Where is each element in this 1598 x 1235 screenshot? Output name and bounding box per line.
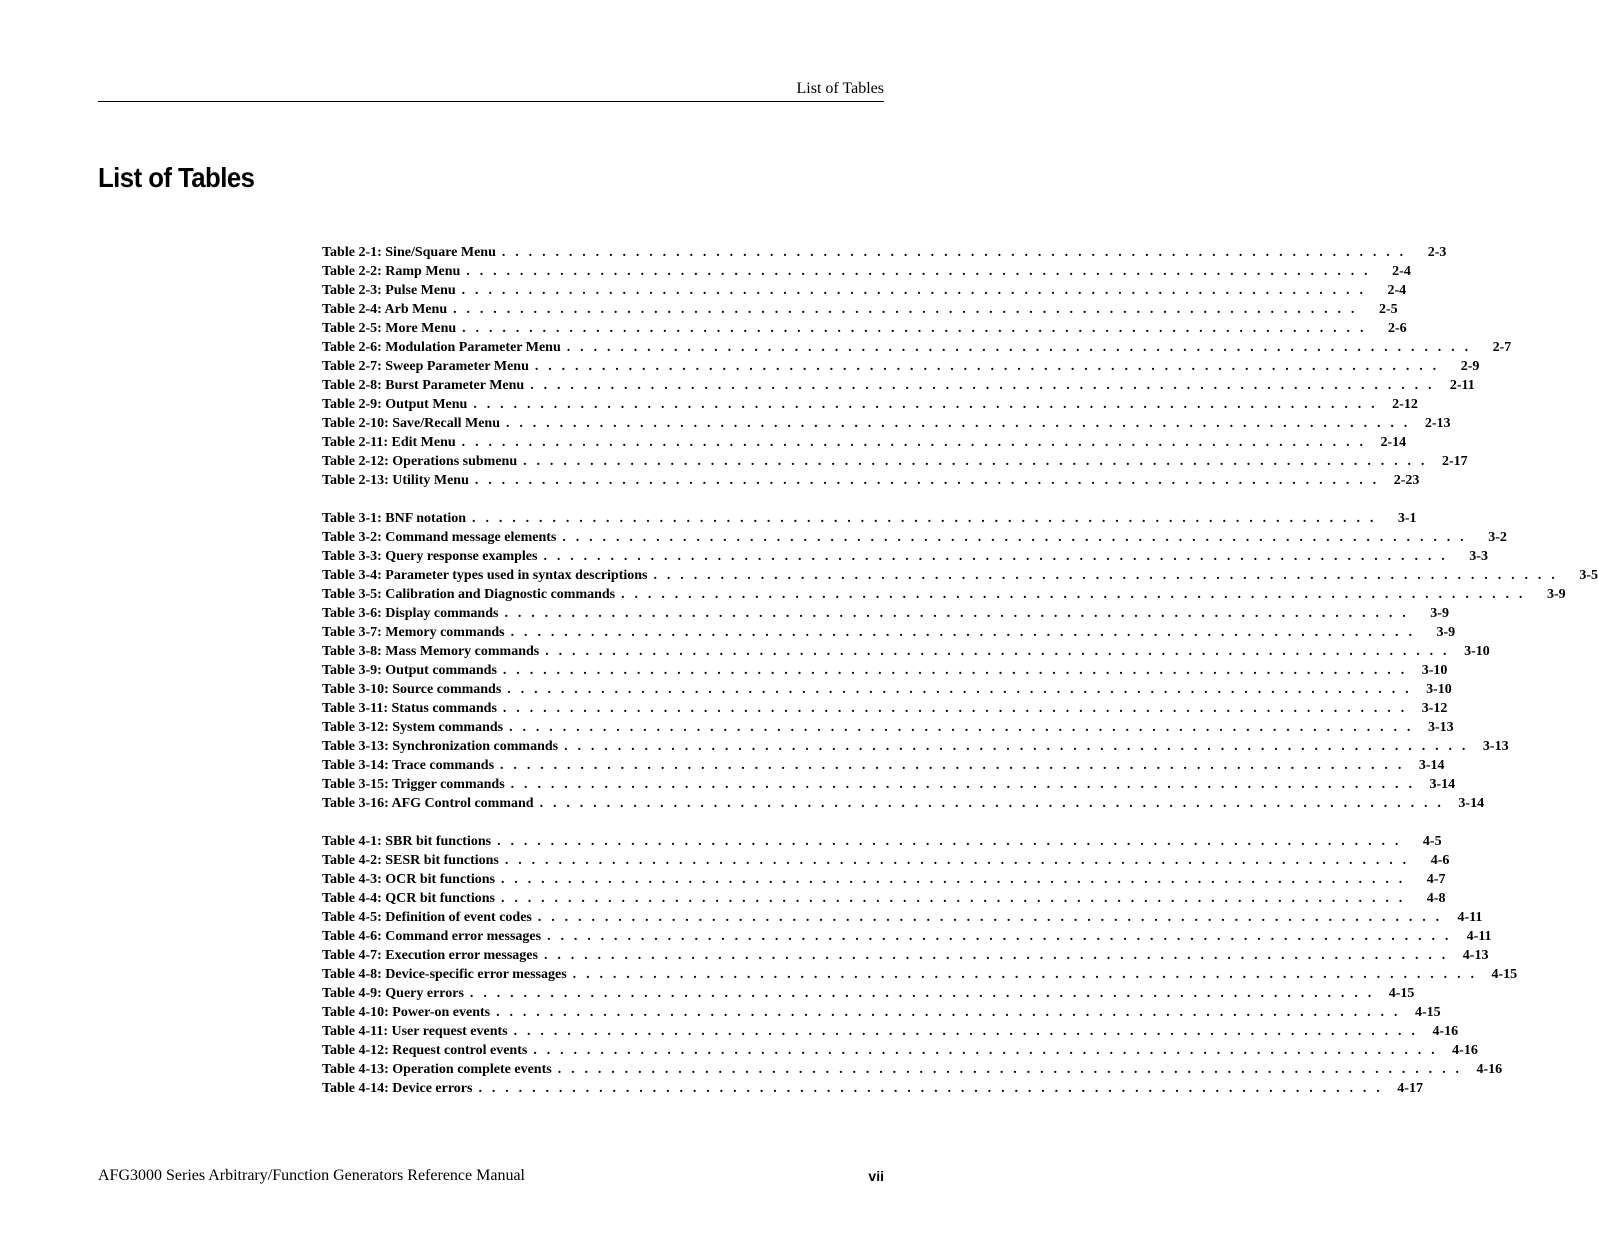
dot-leader: . . . . . . . . . . . . . . . . . . . . . . . . . . . . . . . . . . . . . . . . . . . . . . . . . . . . . . . . . . . . . . . . . . . . [474, 473, 1380, 488]
dot-leader: . . . . . . . . . . . . . . . . . . . . . . . . . . . . . . . . . . . . . . . . . . . . . . . . . . . . . . . . . . . . . . . . . . . . [564, 739, 1469, 754]
toc-group [322, 832, 1518, 1098]
toc-entry-title: Table 2-6: Modulation Parameter Menu [322, 340, 561, 355]
dot-leader: . . . . . . . . . . . . . . . . . . . . . . . . . . . . . . . . . . . . . . . . . . . . . . . . . . . . . . . . . . . . . . . . . . . . [510, 777, 1416, 792]
toc-entry-page: 2-6 [1387, 321, 1407, 336]
toc-entry[interactable] [322, 661, 1448, 680]
toc-entry[interactable] [322, 300, 1398, 319]
header-rule [98, 101, 884, 102]
dot-leader: . . . . . . . . . . . . . . . . . . . . . . . . . . . . . . . . . . . . . . . . . . . . . . . . . . . . . . . . . . . . . . . . . . . . [533, 1043, 1438, 1058]
toc-entry[interactable] [322, 338, 1512, 357]
toc-entry[interactable] [322, 604, 1449, 623]
toc-entry-page: 3-1 [1397, 511, 1417, 526]
toc-entry-title: Table 4-4: QCR bit functions [322, 891, 495, 906]
toc-entry-page: 2-17 [1441, 454, 1468, 469]
dot-leader: . . . . . . . . . . . . . . . . . . . . . . . . . . . . . . . . . . . . . . . . . . . . . . . . . . . . . . . . . . . . . . . . . . . . [562, 530, 1467, 545]
dot-leader: . . . . . . . . . . . . . . . . . . . . . . . . . . . . . . . . . . . . . . . . . . . . . . . . . . . . . . . . . . . . . . . . . . . . [523, 454, 1428, 469]
running-head: List of Tables [796, 80, 884, 97]
toc-entry-page: 4-16 [1476, 1062, 1503, 1077]
toc-entry[interactable] [322, 832, 1442, 851]
toc-entry-page: 4-5 [1422, 834, 1442, 849]
toc-entry-title: Table 2-12: Operations submenu [322, 454, 518, 469]
toc-entry-title: Table 4-3: OCR bit functions [322, 872, 495, 887]
toc-entry-page: 3-9 [1546, 587, 1566, 602]
toc-entry-title: Table 3-14: Trace commands [322, 758, 495, 773]
dot-leader: . . . . . . . . . . . . . . . . . . . . . . . . . . . . . . . . . . . . . . . . . . . . . . . . . . . . . . . . . . . . . . . . . . . . [501, 245, 1407, 260]
toc-entry-page: 2-3 [1427, 245, 1447, 260]
toc-entry-title: Table 2-1: Sine/Square Menu [322, 245, 496, 260]
dot-leader: . . . . . . . . . . . . . . . . . . . . . . . . . . . . . . . . . . . . . . . . . . . . . . . . . . . . . . . . . . . . . . . . . . . . [473, 397, 1378, 412]
toc-entry-page: 4-8 [1426, 891, 1446, 906]
dot-leader: . . . . . . . . . . . . . . . . . . . . . . . . . . . . . . . . . . . . . . . . . . . . . . . . . . . . . . . . . . . . . . . . . . . . [513, 1024, 1419, 1039]
dot-leader: . . . . . . . . . . . . . . . . . . . . . . . . . . . . . . . . . . . . . . . . . . . . . . . . . . . . . . . . . . . . . . . . . . . . [507, 682, 1412, 697]
toc-entry[interactable] [322, 1060, 1503, 1079]
toc-entry-page: 2-13 [1424, 416, 1451, 431]
toc-entry-page: 2-7 [1492, 340, 1512, 355]
toc-entry-title: Table 2-5: More Menu [322, 321, 457, 336]
toc-entry-page: 4-13 [1462, 948, 1489, 963]
toc-entry[interactable] [322, 319, 1407, 338]
toc-entry[interactable] [322, 1003, 1441, 1022]
toc-entry-title: Table 2-13: Utility Menu [322, 473, 469, 488]
toc-entry-title: Table 2-9: Output Menu [322, 397, 468, 412]
dot-leader: . . . . . . . . . . . . . . . . . . . . . . . . . . . . . . . . . . . . . . . . . . . . . . . . . . . . . . . . . . . . . . . . . . . . [502, 701, 1408, 716]
toc-group [322, 509, 1598, 813]
toc-entry-page: 4-16 [1452, 1043, 1478, 1058]
dot-leader: . . . . . . . . . . . . . . . . . . . . . . . . . . . . . . . . . . . . . . . . . . . . . . . . . . . . . . . . . . . . . . . . . . . . [572, 967, 1478, 982]
toc-entry-title: Table 2-11: Edit Menu [322, 435, 456, 450]
toc-entry-page: 2-14 [1380, 435, 1407, 450]
toc-entry[interactable] [322, 699, 1448, 718]
toc-entry-page: 3-10 [1421, 663, 1448, 678]
toc-entry[interactable] [322, 357, 1480, 376]
dot-leader: . . . . . . . . . . . . . . . . . . . . . . . . . . . . . . . . . . . . . . . . . . . . . . . . . . . . . . . . . . . . . . . . . . . . [534, 359, 1440, 374]
dot-leader: . . . . . . . . . . . . . . . . . . . . . . . . . . . . . . . . . . . . . . . . . . . . . . . . . . . . . . . . . . . . . . . . . . . . [566, 340, 1472, 355]
toc-entry-title: Table 4-2: SESR bit functions [322, 853, 499, 868]
toc-entry[interactable] [322, 433, 1407, 452]
toc-entry[interactable] [322, 585, 1566, 604]
toc-entry[interactable] [322, 908, 1483, 927]
toc-entry-page: 3-14 [1458, 796, 1485, 811]
dot-leader: . . . . . . . . . . . . . . . . . . . . . . . . . . . . . . . . . . . . . . . . . . . . . . . . . . . . . . . . . . . . . . . . . . . . [466, 264, 1371, 279]
toc-entry-page: 2-4 [1392, 264, 1411, 279]
dot-leader: . . . . . . . . . . . . . . . . . . . . . . . . . . . . . . . . . . . . . . . . . . . . . . . . . . . . . . . . . . . . . . . . . . . . [557, 1062, 1463, 1077]
toc-entry-page: 4-16 [1432, 1024, 1459, 1039]
toc-entry-page: 3-13 [1427, 720, 1454, 735]
toc-entry-title: Table 4-10: Power-on events [322, 1005, 491, 1020]
dot-leader: . . . . . . . . . . . . . . . . . . . . . . . . . . . . . . . . . . . . . . . . . . . . . . . . . . . . . . . . . . . . . . . . . . . . [500, 758, 1405, 773]
dot-leader: . . . . . . . . . . . . . . . . . . . . . . . . . . . . . . . . . . . . . . . . . . . . . . . . . . . . . . . . . . . . . . . . . . . . [510, 625, 1416, 640]
list-of-tables [322, 243, 1598, 1117]
toc-entry-page: 3-2 [1488, 530, 1507, 545]
dot-leader: . . . . . . . . . . . . . . . . . . . . . . . . . . . . . . . . . . . . . . . . . . . . . . . . . . . . . . . . . . . . . . . . . . . . [543, 948, 1449, 963]
toc-entry[interactable] [322, 794, 1485, 813]
toc-entry-page: 2-11 [1449, 378, 1475, 393]
toc-entry-page: 4-15 [1388, 986, 1415, 1001]
dot-leader: . . . . . . . . . . . . . . . . . . . . . . . . . . . . . . . . . . . . . . . . . . . . . . . . . . . . . . . . . . . . . . . . . . . . [505, 416, 1411, 431]
toc-entry-page: 3-5 [1579, 568, 1598, 583]
dot-leader: . . . . . . . . . . . . . . . . . . . . . . . . . . . . . . . . . . . . . . . . . . . . . . . . . . . . . . . . . . . . . . . . . . . . [504, 853, 1410, 868]
toc-entry[interactable] [322, 984, 1415, 1003]
toc-entry-title: Table 3-11: Status commands [322, 701, 497, 716]
toc-entry-title: Table 4-14: Device errors [322, 1081, 473, 1096]
toc-entry[interactable] [322, 946, 1489, 965]
toc-entry-page: 2-9 [1460, 359, 1480, 374]
toc-entry-page: 2-23 [1393, 473, 1420, 488]
toc-entry[interactable] [322, 680, 1452, 699]
toc-entry-page: 3-10 [1426, 682, 1452, 697]
dot-leader: . . . . . . . . . . . . . . . . . . . . . . . . . . . . . . . . . . . . . . . . . . . . . . . . . . . . . . . . . . . . . . . . . . . . [462, 321, 1367, 336]
toc-entry-title: Table 3-7: Memory commands [322, 625, 505, 640]
toc-entry-page: 4-11 [1457, 910, 1483, 925]
footer-manual-title: AFG3000 Series Arbitrary/Function Generators Reference Manual [98, 1167, 525, 1184]
toc-entry-page: 4-11 [1466, 929, 1492, 944]
toc-entry[interactable] [322, 1022, 1459, 1041]
dot-leader: . . . . . . . . . . . . . . . . . . . . . . . . . . . . . . . . . . . . . . . . . . . . . . . . . . . . . . . . . . . . . . . . . . . . [500, 872, 1406, 887]
toc-entry-title: Table 3-5: Calibration and Diagnostic commands [322, 587, 616, 602]
toc-entry-title: Table 2-8: Burst Parameter Menu [322, 378, 525, 393]
dot-leader: . . . . . . . . . . . . . . . . . . . . . . . . . . . . . . . . . . . . . . . . . . . . . . . . . . . . . . . . . . . . . . . . . . . . [539, 796, 1445, 811]
dot-leader: . . . . . . . . . . . . . . . . . . . . . . . . . . . . . . . . . . . . . . . . . . . . . . . . . . . . . . . . . . . . . . . . . . . . [653, 568, 1558, 583]
toc-entry[interactable] [322, 452, 1468, 471]
toc-entry[interactable] [322, 889, 1446, 908]
toc-entry-page: 4-15 [1491, 967, 1518, 982]
toc-entry[interactable] [322, 281, 1407, 300]
toc-entry[interactable] [322, 395, 1418, 414]
toc-entry-title: Table 3-2: Command message elements [322, 530, 557, 545]
toc-entry-title: Table 3-6: Display commands [322, 606, 499, 621]
toc-entry-page: 4-17 [1397, 1081, 1423, 1096]
toc-entry-title: Table 3-8: Mass Memory commands [322, 644, 540, 659]
toc-entry-page: 3-14 [1418, 758, 1445, 773]
toc-entry-title: Table 3-15: Trigger commands [322, 777, 505, 792]
toc-entry[interactable] [322, 547, 1488, 566]
toc-entry[interactable] [322, 566, 1598, 585]
dot-leader: . . . . . . . . . . . . . . . . . . . . . . . . . . . . . . . . . . . . . . . . . . . . . . . . . . . . . . . . . . . . . . . . . . . . [472, 511, 1377, 526]
toc-entry[interactable] [322, 642, 1490, 661]
toc-entry-page: 4-6 [1430, 853, 1450, 868]
toc-entry-title: Table 4-7: Execution error messages [322, 948, 538, 963]
toc-entry-page: 4-7 [1426, 872, 1446, 887]
toc-entry[interactable] [322, 1041, 1478, 1060]
dot-leader: . . . . . . . . . . . . . . . . . . . . . . . . . . . . . . . . . . . . . . . . . . . . . . . . . . . . . . . . . . . . . . . . . . . . [547, 929, 1452, 944]
toc-entry[interactable] [322, 737, 1509, 756]
toc-group [322, 243, 1512, 490]
toc-entry-title: Table 3-4: Parameter types used in syntax descriptions [322, 568, 648, 583]
toc-entry-title: Table 3-3: Query response examples [322, 549, 538, 564]
page-title: List of Tables [98, 162, 255, 193]
dot-leader: . . . . . . . . . . . . . . . . . . . . . . . . . . . . . . . . . . . . . . . . . . . . . . . . . . . . . . . . . . . . . . . . . . . . [621, 587, 1526, 602]
toc-entry[interactable] [322, 775, 1456, 794]
dot-leader: . . . . . . . . . . . . . . . . . . . . . . . . . . . . . . . . . . . . . . . . . . . . . . . . . . . . . . . . . . . . . . . . . . . . [530, 378, 1435, 393]
dot-leader: . . . . . . . . . . . . . . . . . . . . . . . . . . . . . . . . . . . . . . . . . . . . . . . . . . . . . . . . . . . . . . . . . . . . [504, 606, 1409, 621]
toc-entry-title: Table 4-11: User request events [322, 1024, 508, 1039]
toc-entry-title: Table 3-13: Synchronization commands [322, 739, 559, 754]
toc-entry[interactable] [322, 927, 1492, 946]
toc-entry-title: Table 4-12: Request control events [322, 1043, 528, 1058]
toc-entry[interactable] [322, 1079, 1423, 1098]
toc-entry-title: Table 3-10: Source commands [322, 682, 502, 697]
toc-entry[interactable] [322, 623, 1456, 642]
toc-entry[interactable] [322, 509, 1417, 528]
dot-leader: . . . . . . . . . . . . . . . . . . . . . . . . . . . . . . . . . . . . . . . . . . . . . . . . . . . . . . . . . . . . . . . . . . . . [537, 910, 1443, 925]
toc-entry-page: 3-3 [1469, 549, 1488, 564]
toc-entry[interactable] [322, 718, 1454, 737]
toc-entry[interactable] [322, 756, 1445, 775]
toc-entry-page: 3-12 [1421, 701, 1448, 716]
dot-leader: . . . . . . . . . . . . . . . . . . . . . . . . . . . . . . . . . . . . . . . . . . . . . . . . . . . . . . . . . . . . . . . . . . . . [543, 549, 1448, 564]
toc-entry-title: Table 3-16: AFG Control command [322, 796, 534, 811]
toc-entry-page: 3-9 [1436, 625, 1456, 640]
toc-entry-page: 3-14 [1429, 777, 1456, 792]
toc-entry[interactable] [322, 471, 1420, 490]
toc-entry[interactable] [322, 414, 1451, 433]
toc-entry[interactable] [322, 870, 1446, 889]
toc-entry[interactable] [322, 528, 1507, 547]
toc-entry-page: 4-15 [1414, 1005, 1441, 1020]
toc-entry-title: Table 2-4: Arb Menu [322, 302, 448, 317]
dot-leader: . . . . . . . . . . . . . . . . . . . . . . . . . . . . . . . . . . . . . . . . . . . . . . . . . . . . . . . . . . . . . . . . . . . . [478, 1081, 1383, 1096]
dot-leader: . . . . . . . . . . . . . . . . . . . . . . . . . . . . . . . . . . . . . . . . . . . . . . . . . . . . . . . . . . . . . . . . . . . . [500, 891, 1406, 906]
toc-entry-title: Table 3-12: System commands [322, 720, 504, 735]
toc-entry-page: 2-4 [1387, 283, 1407, 298]
toc-entry-title: Table 4-5: Definition of event codes [322, 910, 532, 925]
toc-entry-title: Table 2-3: Pulse Menu [322, 283, 456, 298]
toc-entry[interactable] [322, 851, 1450, 870]
toc-entry-title: Table 4-13: Operation complete events [322, 1062, 552, 1077]
toc-entry-title: Table 3-9: Output commands [322, 663, 497, 678]
toc-entry-title: Table 2-2: Ramp Menu [322, 264, 461, 279]
dot-leader: . . . . . . . . . . . . . . . . . . . . . . . . . . . . . . . . . . . . . . . . . . . . . . . . . . . . . . . . . . . . . . . . . . . . [453, 302, 1358, 317]
toc-entry[interactable] [322, 376, 1475, 395]
dot-leader: . . . . . . . . . . . . . . . . . . . . . . . . . . . . . . . . . . . . . . . . . . . . . . . . . . . . . . . . . . . . . . . . . . . . [497, 834, 1402, 849]
dot-leader: . . . . . . . . . . . . . . . . . . . . . . . . . . . . . . . . . . . . . . . . . . . . . . . . . . . . . . . . . . . . . . . . . . . . [545, 644, 1450, 659]
toc-entry-title: Table 3-1: BNF notation [322, 511, 467, 526]
toc-entry-page: 3-9 [1430, 606, 1449, 621]
toc-entry-page: 3-10 [1464, 644, 1490, 659]
toc-entry-title: Table 4-9: Query errors [322, 986, 464, 1001]
toc-entry-title: Table 2-7: Sweep Parameter Menu [322, 359, 529, 374]
dot-leader: . . . . . . . . . . . . . . . . . . . . . . . . . . . . . . . . . . . . . . . . . . . . . . . . . . . . . . . . . . . . . . . . . . . . [461, 435, 1367, 450]
dot-leader: . . . . . . . . . . . . . . . . . . . . . . . . . . . . . . . . . . . . . . . . . . . . . . . . . . . . . . . . . . . . . . . . . . . . [509, 720, 1414, 735]
toc-entry[interactable] [322, 243, 1447, 262]
toc-entry-title: Table 4-6: Command error messages [322, 929, 542, 944]
dot-leader: . . . . . . . . . . . . . . . . . . . . . . . . . . . . . . . . . . . . . . . . . . . . . . . . . . . . . . . . . . . . . . . . . . . . [496, 1005, 1401, 1020]
footer-page-number: vii [868, 1168, 884, 1184]
toc-entry-title: Table 4-8: Device-specific error messages [322, 967, 567, 982]
dot-leader: . . . . . . . . . . . . . . . . . . . . . . . . . . . . . . . . . . . . . . . . . . . . . . . . . . . . . . . . . . . . . . . . . . . . [461, 283, 1367, 298]
toc-entry[interactable] [322, 262, 1411, 281]
toc-entry-page: 3-13 [1482, 739, 1509, 754]
toc-entry-title: Table 2-10: Save/Recall Menu [322, 416, 500, 431]
toc-entry-page: 2-5 [1378, 302, 1398, 317]
dot-leader: . . . . . . . . . . . . . . . . . . . . . . . . . . . . . . . . . . . . . . . . . . . . . . . . . . . . . . . . . . . . . . . . . . . . [469, 986, 1375, 1001]
toc-entry[interactable] [322, 965, 1518, 984]
dot-leader: . . . . . . . . . . . . . . . . . . . . . . . . . . . . . . . . . . . . . . . . . . . . . . . . . . . . . . . . . . . . . . . . . . . . [502, 663, 1408, 678]
toc-entry-title: Table 4-1: SBR bit functions [322, 834, 492, 849]
toc-entry-page: 2-12 [1392, 397, 1418, 412]
